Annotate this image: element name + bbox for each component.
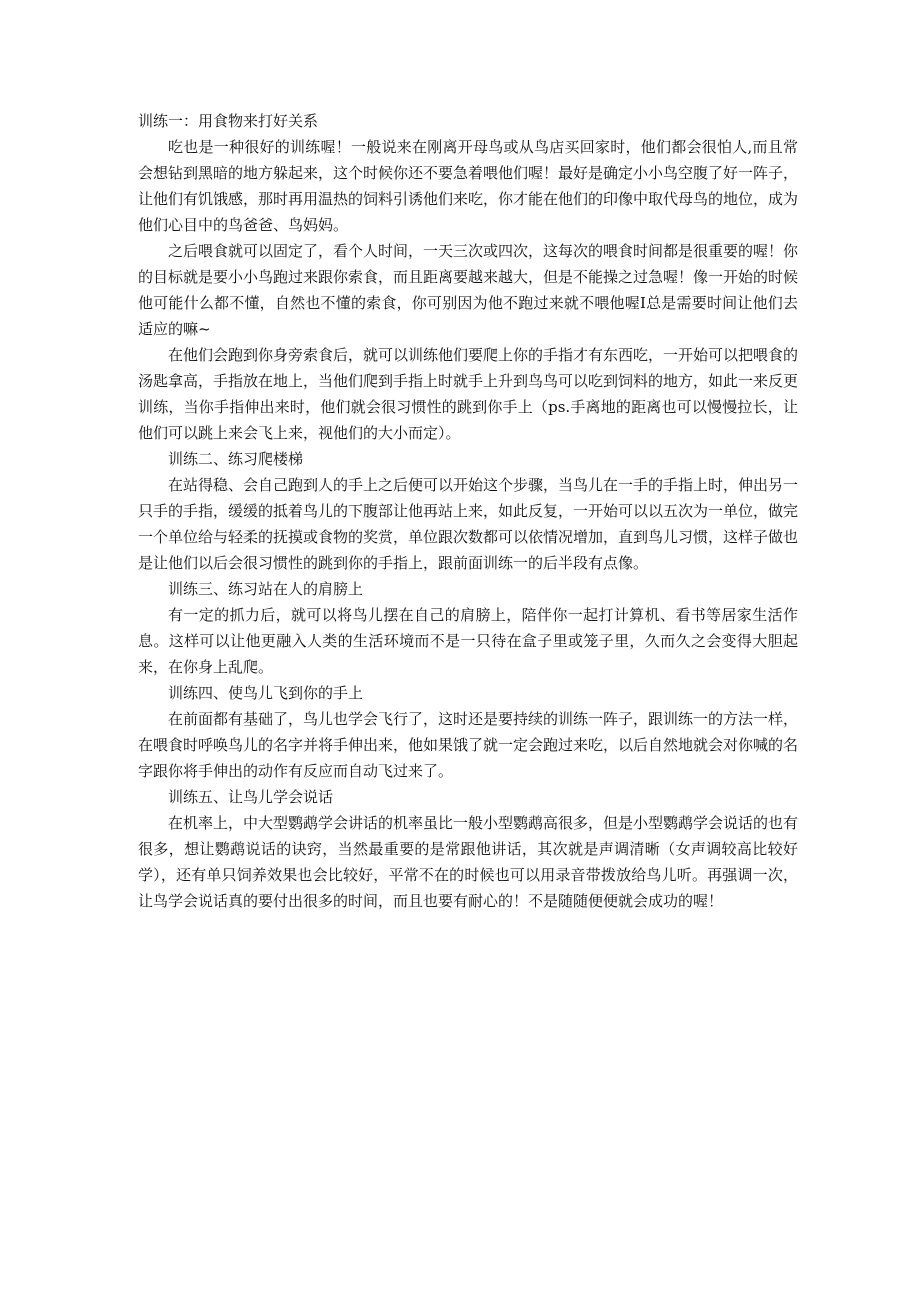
paragraph-6: 在前面都有基础了，鸟儿也学会飞行了，这时还是要持续的训练一阵子，跟训练一的方法一样，在喂食时呼唤鸟儿的名字并将手伸出来，他如果饿了就一定会跑过来吃，以后自然地就会对你喊的名字跟你将手伸出的动作有反应而自动飞过来了。 [138,710,799,780]
section-heading-4: 训练四、使鸟儿飞到你的手上 [168,684,364,702]
paragraph-1: 吃也是一种很好的训练喔！一般说来在刚离开母鸟或从鸟店买回家时，他们都会很怕人,而且常会想钻到黑暗的地方躲起来，这个时候你还不要急着喂他们喔！最好是确定小小鸟空腹了好一阵子，让他们有饥饿感，那时再用温热的饲料引诱他们来吃，你才能在他们的印像中取代母鸟的地位，成为他们心目中的鸟爸爸、鸟妈妈。 [138,138,799,234]
paragraph-3: 在他们会跑到你身旁索食后，就可以训练他们要爬上你的手指才有东西吃，一开始可以把喂食的汤匙拿高，手指放在地上，当他们爬到手指上时就手上升到鸟鸟可以吃到饲料的地方，如此一来反更训练，当你手指伸出来时，他们就会很习惯性的跳到你手上（ps.手离地的距离也可以慢慢拉长，让他们可以跳上来会飞上来，视他们的大小而定）。 [138,346,799,442]
paragraph-4: 在站得稳、会自己跑到人的手上之后便可以开始这个步骤，当鸟儿在一手的手指上时，伸出另一只手的手指，缓缓的抵着鸟儿的下腹部让他再站上来，如此反复，一开始可以以五次为一单位，做完一个单位给与轻柔的抚摸或食物的奖赏，单位跟次数都可以依情况增加，直到鸟儿习惯，这样子做也是让他们以后会很习惯性的跳到你的手指上，跟前面训练一的后半段有点像。 [138,476,799,572]
section-heading-5: 训练五、让鸟儿学会说话 [168,788,334,806]
section-title: 训练一：用食物来打好关系 [138,112,319,130]
paragraph-2: 之后喂食就可以固定了，看个人时间，一天三次或四次，这每次的喂食时间都是很重要的喔！你的目标就是要小小鸟跑过来跟你索食，而且距离要越来越大，但是不能操之过急喔！像一开始的时候他可能什么都不懂，自然也不懂的索食，你可别因为他不跑过来就不喂他喔I总是需要时间让他们去适应的嘛~ [138,242,799,338]
section-heading-3: 训练三、练习站在人的肩膀上 [168,580,364,598]
paragraph-7: 在机率上，中大型鹦鹉学会讲话的机率虽比一般小型鹦鹉高很多，但是小型鹦鹉学会说话的也有很多，想让鹦鹉说话的诀窍，当然最重要的是常跟他讲话，其次就是声调清晰（女声调较高比较好学），还有单只饲养效果也会比较好，平常不在的时候也可以用录音带拨放给鸟儿听。再强调一次，让鸟学会说话真的要付出很多的时间，而且也要有耐心的！不是随随便便就会成功的喔！ [138,814,799,910]
paragraph-5: 有一定的抓力后，就可以将鸟儿摆在自己的肩膀上，陪伴你一起打计算机、看书等居家生活作息。这样可以让他更融入人类的生活环境而不是一只待在盒子里或笼子里，久而久之会变得大胆起来，在你身上乱爬。 [138,606,798,676]
document-body [138,108,798,914]
section-heading-2: 训练二、练习爬楼梯 [168,450,304,468]
